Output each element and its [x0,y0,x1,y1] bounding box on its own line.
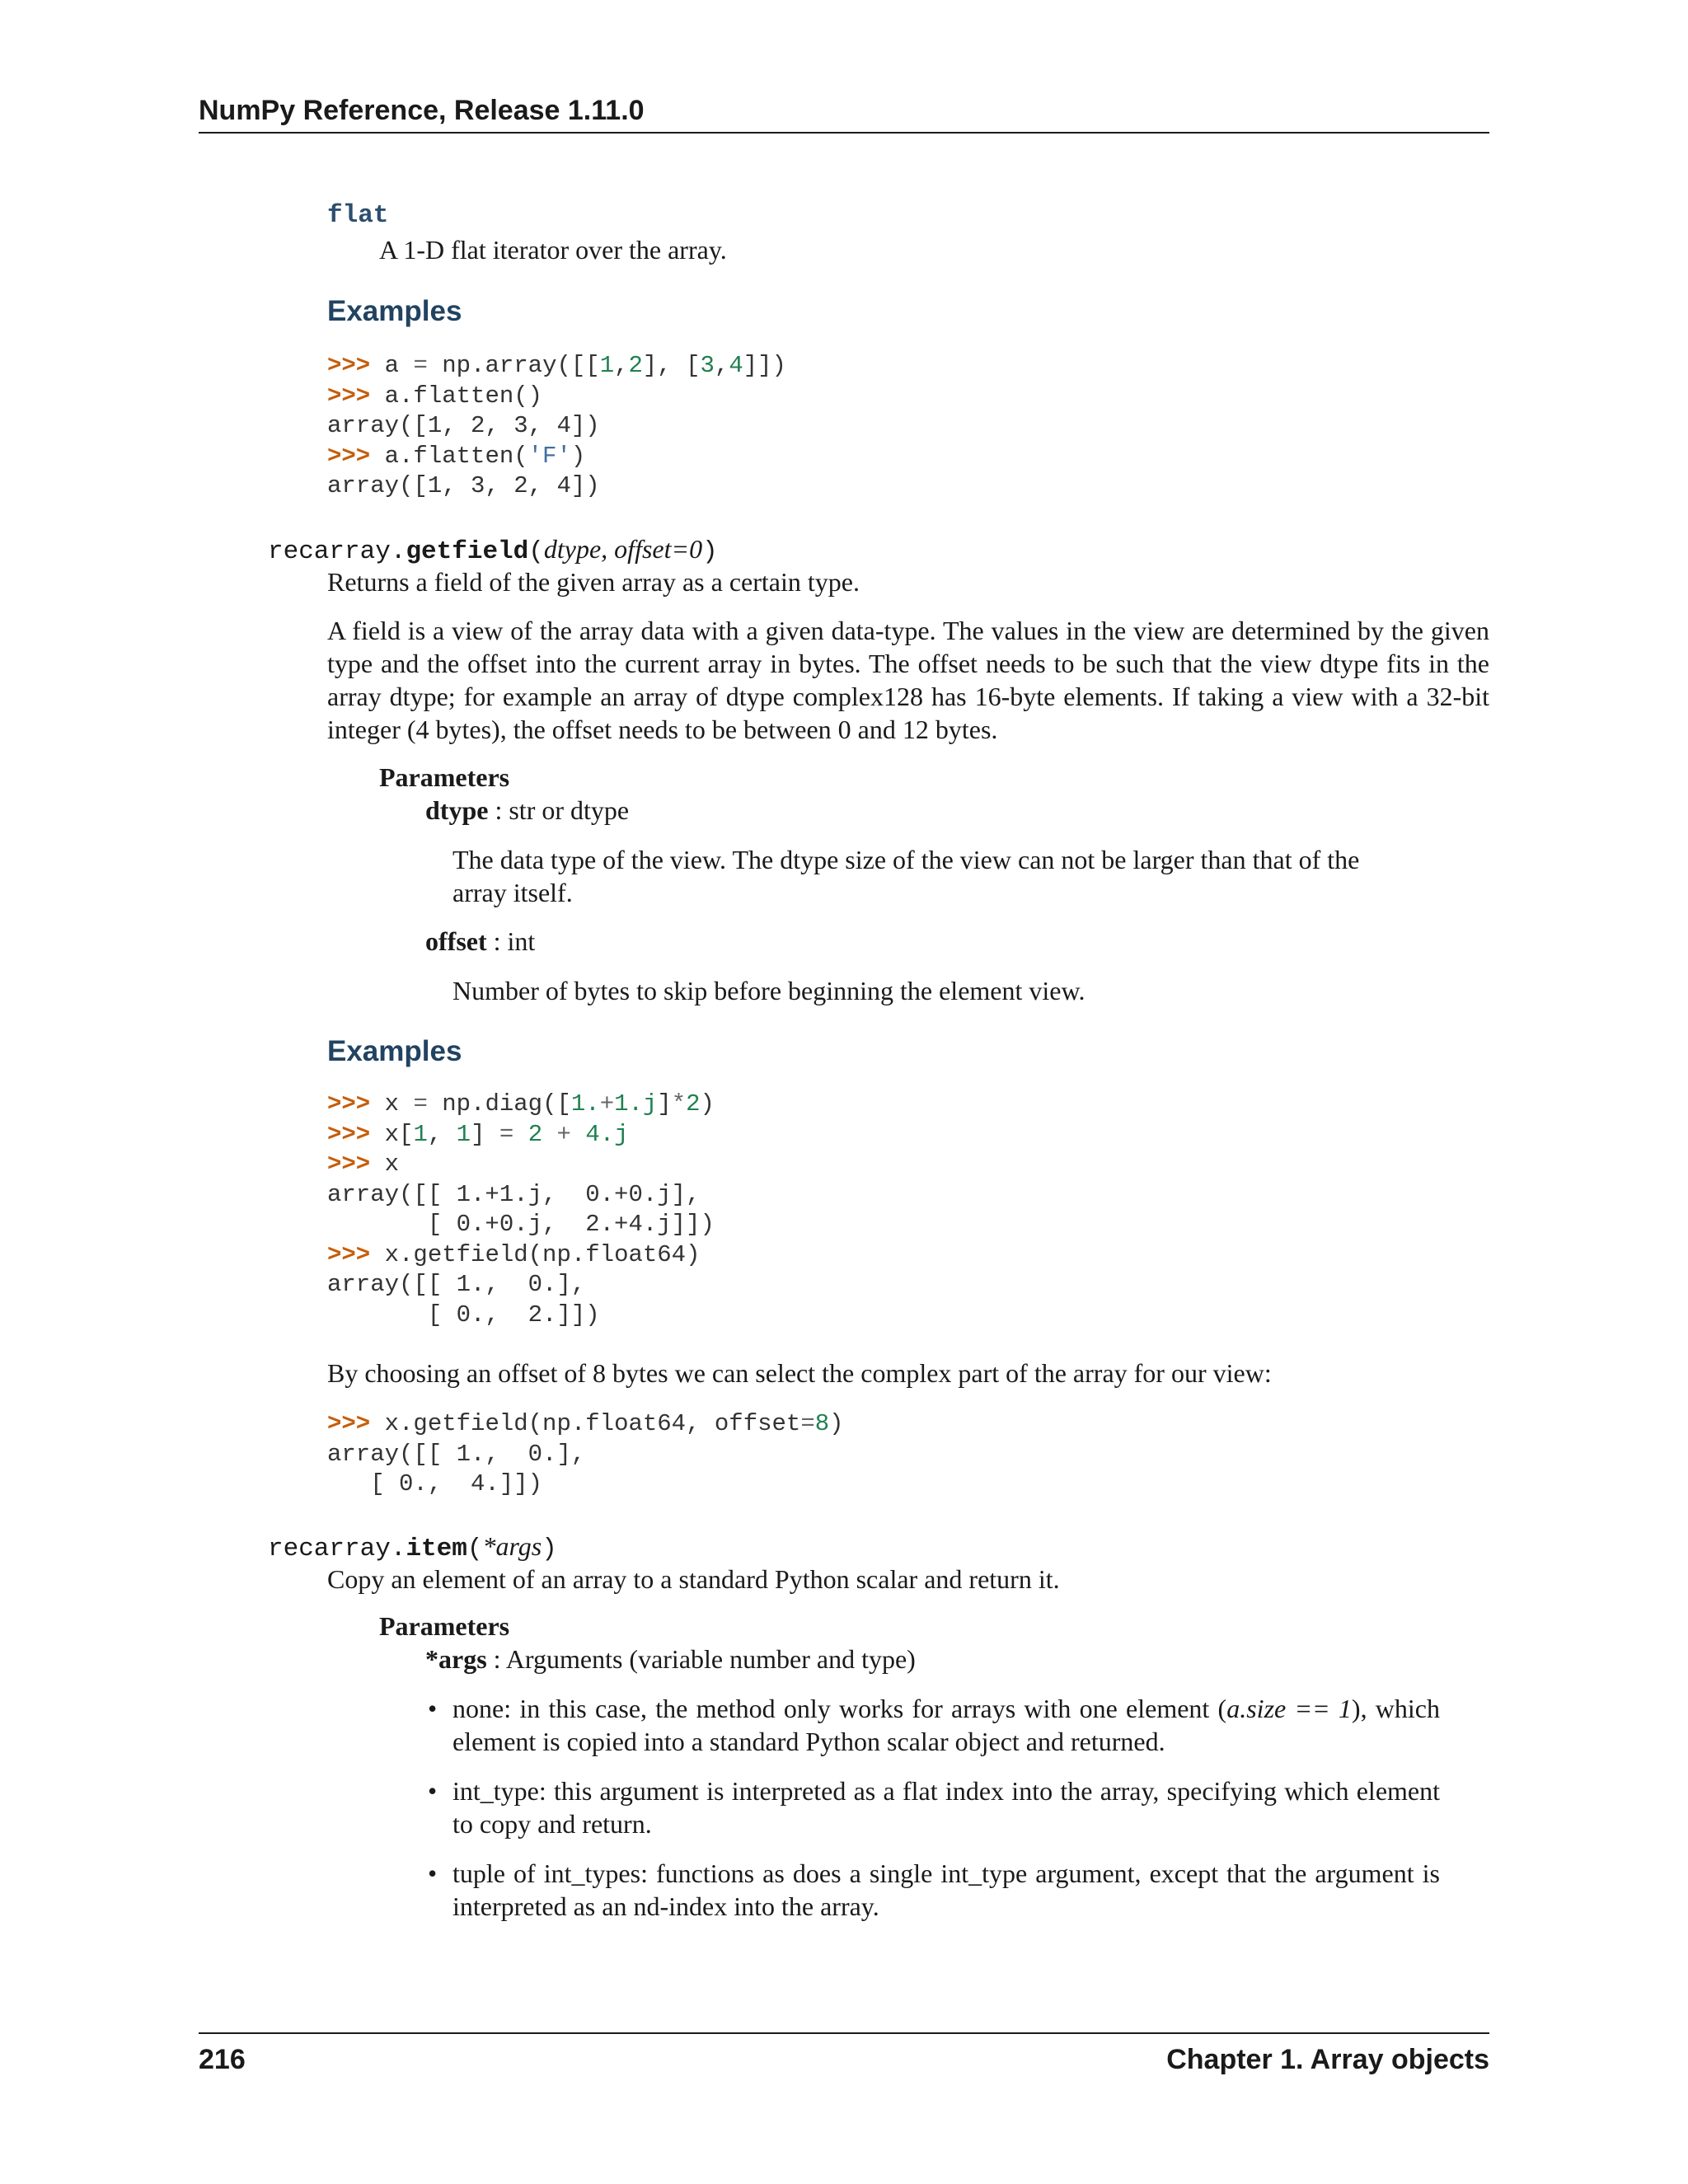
code-line: >>> x[1, 1] = 2 + 4.j [327,1120,629,1148]
item-summary: Copy an element of an array to a standard Python scalar and return it. [327,1564,1060,1594]
examples-heading-1: Examples [327,295,462,327]
getfield-signature: recarray.getfield(dtype, offset=0) [268,534,718,566]
bullet-marker: • [428,1694,438,1723]
signature-method: item [406,1535,467,1563]
getfield-param-dtype-description: The data type of the view. The dtype size of the view can not be larger than that of the array itself. [452,845,1360,907]
chapter-title: Chapter 1. Array objects [1166,2044,1489,2075]
code-line: [ 0., 2.]]) [327,1301,600,1329]
code-line: array([[ 1.+1.j, 0.+0.j], [327,1180,701,1208]
getfield-param-offset [425,925,535,958]
header-title: NumPy Reference, Release 1.11.0 [199,95,645,126]
page-footer [199,2032,1489,2083]
item-parameters-label: Parameters [379,1611,510,1641]
signature-params: *args [482,1531,542,1561]
code-line: array([[ 1., 0.], [327,1440,586,1468]
getfield-offset-explanation: By choosing an offset of 8 bytes we can select the complex part of the array for our view: [327,1358,1272,1388]
example-code-2 [327,1090,715,1330]
page-number: 216 [199,2044,246,2075]
example-code-1 [327,351,786,502]
getfield-parameters-label: Parameters [379,762,510,792]
example-code-3 [327,1409,844,1500]
code-line: array([1, 2, 3, 4]) [327,412,600,439]
code-line: array([[ 1., 0.], [327,1271,586,1298]
param-type: : str or dtype [488,795,630,825]
bullet-marker: • [428,1776,438,1806]
getfield-param-dtype [425,794,629,827]
param-type: : Arguments (variable number and type) [486,1644,916,1674]
getfield-description: A field is a view of the array data with a given data-type. The values in the view are determined by the given type and the offset into the current array in bytes. The offset needs to be such that the view dtype fits in the array dtype; for example an array of dtype complex128 has 16-byte elements. If taking a view with a 32-bit integer (4 bytes), the offset needs to be between 0 and 12 bytes. [327,616,1489,744]
getfield-param-offset-description: Number of bytes to skip before beginning the element view. [452,976,1085,1005]
item-bullet-int-type: int_type: this argument is interpreted as a flat index into the array, specifying which element to copy and return. [452,1776,1440,1839]
signature-method: getfield [406,537,529,566]
signature-class: recarray. [268,1535,406,1563]
param-type: : int [486,926,536,956]
code-line: array([1, 3, 2, 4]) [327,472,600,499]
code-line: >>> x [327,1151,400,1178]
param-name: *args [425,1644,487,1674]
flat-attribute-description: A 1-D flat iterator over the array. [379,235,727,265]
flat-attribute-name: flat [327,201,389,230]
inline-code: a.size == 1 [1226,1694,1352,1723]
code-line: [ 0., 4.]]) [327,1470,543,1497]
code-line: >>> a.flatten() [327,382,543,410]
param-name: dtype [425,795,489,825]
code-line: >>> a = np.array([[1,2], [3,4]]) [327,352,786,379]
item-signature: recarray.item(*args) [268,1531,557,1563]
code-line: >>> x.getfield(np.float64) [327,1240,701,1268]
code-line: >>> x = np.diag([1.+1.j]*2) [327,1090,715,1118]
item-param-args [425,1643,916,1675]
param-name: offset [425,926,487,956]
getfield-summary: Returns a field of the given array as a certain type. [327,567,860,597]
page-header [199,92,1489,134]
code-line: [ 0.+0.j, 2.+4.j]]) [327,1211,715,1238]
code-line: >>> x.getfield(np.float64, offset=8) [327,1410,844,1437]
bullet-marker: • [428,1858,438,1888]
item-bullet-tuple: tuple of int_types: functions as does a single int_type argument, except that the argument is interpreted as an nd-index into the array. [452,1858,1440,1921]
signature-params: dtype, offset=0 [543,534,703,564]
examples-heading-2: Examples [327,1035,462,1067]
code-line: >>> a.flatten('F') [327,442,586,470]
item-bullet-none: none: in this case, the method only works for arrays with one element (a.size == 1), which element is copied into a standard Python scalar object and returned. [452,1694,1441,1756]
signature-class: recarray. [268,537,406,566]
